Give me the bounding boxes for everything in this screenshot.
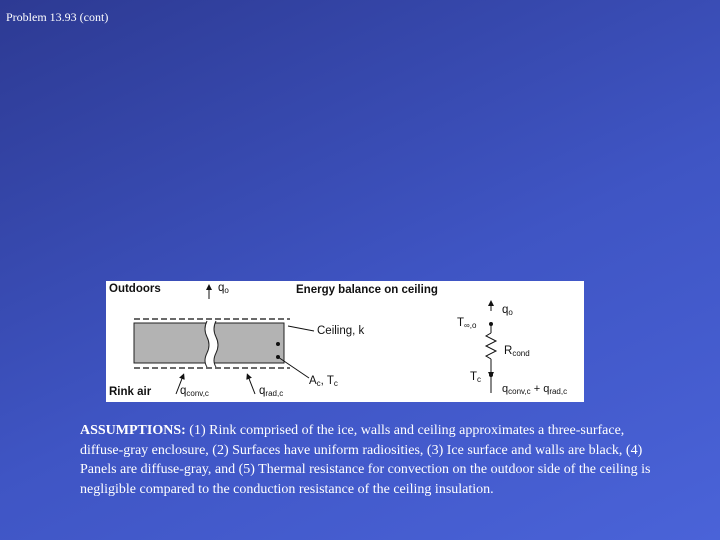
t-c-label: $T_c$ xyxy=(470,371,482,384)
r-cond-label: $R_{cond}$ xyxy=(504,345,530,358)
outdoors-label: Outdoors xyxy=(109,283,161,295)
page-title: Problem 13.93 (cont) xyxy=(6,10,109,24)
ceiling-label: Ceiling, k xyxy=(317,325,365,337)
rink-air-label: Rink air xyxy=(109,386,152,398)
circuit-q-o-label: $q_o$ xyxy=(502,304,513,317)
t-infinity-label: $T_{\infty,o}$ xyxy=(457,317,477,330)
area-temperature-label: $A_c$, $T_c$ xyxy=(309,375,338,388)
resistor-r-cond xyxy=(486,333,496,359)
ceiling-energy-balance-figure xyxy=(106,281,584,402)
q-sum-label: $q_{conv,c} + q_{rad,c}$ xyxy=(502,383,568,396)
assumptions-paragraph xyxy=(80,421,670,499)
energy-balance-title: Energy balance on ceiling xyxy=(296,284,438,296)
q-rad-label: $q_{rad,c}$ xyxy=(259,385,284,398)
assumptions-text: (1) Rink comprised of the ice, walls and ceiling approximates a three-surface, diffuse-gray enclosure, (2) Surfaces have uniform radiosities, (3) Ice surface and walls are black, (4) Panels are diffuse-gray, and (5) Thermal resistance for convection on the outdoor side of the ceiling is negligible compared to the conduction resistance of the ceiling insulation. xyxy=(80,423,651,497)
q-rad-arrow xyxy=(248,376,255,394)
q-o-label: $q_o$ xyxy=(218,282,229,295)
assumptions-heading: ASSUMPTIONS: xyxy=(80,423,186,438)
q-conv-label: $q_{conv,c}$ xyxy=(180,385,209,398)
